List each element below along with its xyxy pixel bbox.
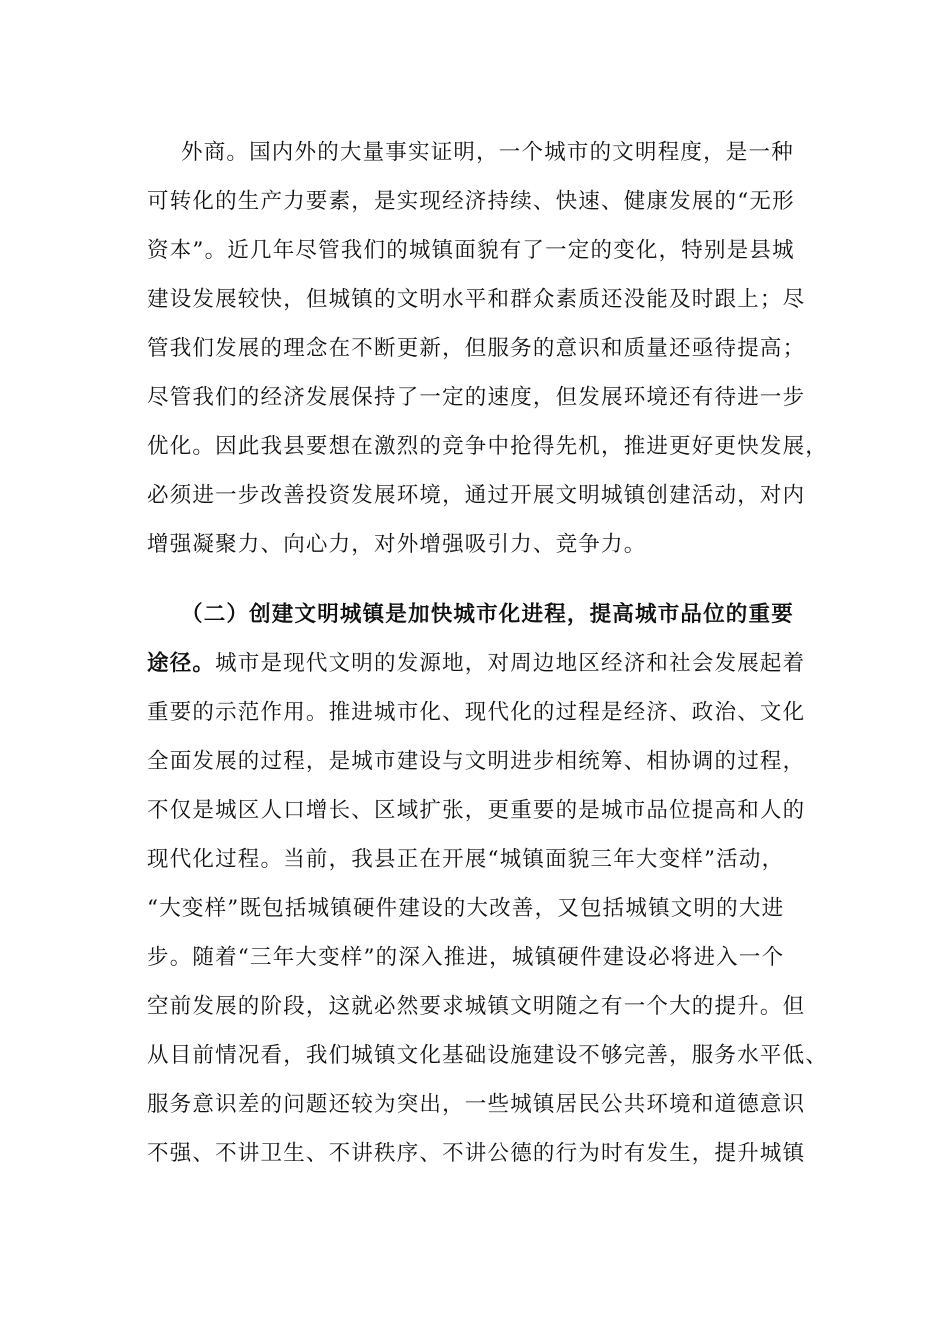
- paragraph-2-line-1-rest: 城市是现代文明的发源地，对周边地区经济和社会发展起着: [215, 651, 806, 676]
- paragraph-1-line-3: 资本”。近几年尽管我们的城镇面貌有了一定的变化，特别是县城: [147, 238, 795, 263]
- paragraph-2-line-2: 重要的示范作用。推进城市化、现代化的过程是经济、政治、文化: [147, 700, 806, 725]
- paragraph-1-line-8: 必须进一步改善投资发展环境，通过开展文明城镇创建活动，对内: [147, 483, 806, 508]
- paragraph-2-line-11: 不强、不讲卫生、不讲秩序、不讲公德的行为时有发生，提升城镇: [147, 1141, 806, 1166]
- paragraph-2-line-10: 服务意识差的问题还较为突出，一些城镇居民公共环境和道德意识: [147, 1092, 806, 1117]
- paragraph-2-line-6: “大变样”既包括城镇硬件建设的大改善，又包括城镇文明的大进: [147, 896, 785, 921]
- paragraph-1-line-4: 建设发展较快，但城镇的文明水平和群众素质还没能及时跟上；尽: [147, 287, 806, 312]
- paragraph-2-line-8: 空前发展的阶段，这就必然要求城镇文明随之有一个大的提升。但: [147, 994, 806, 1019]
- paragraph-2-line-1: [147, 639, 827, 688]
- paragraph-1-line-7: 优化。因此我县要想在激烈的竞争中抢得先机，推进更好更快发展，: [147, 434, 829, 459]
- paragraph-1-line-1: 外商。国内外的大量事实证明，一个城市的文明程度，是一种: [181, 140, 794, 165]
- paragraph-2-line-5: 现代化过程。当前，我县正在开展“城镇面貌三年大变样”活动，: [147, 847, 785, 872]
- paragraph-1-line-5: 管我们发展的理念在不断更新，但服务的意识和质量还亟待提高；: [147, 336, 806, 361]
- paragraph-2-line-9: 从目前情况看，我们城镇文化基础设施建设不够完善，服务水平低、: [147, 1043, 829, 1068]
- section-heading-line: （二）创建文明城镇是加快城市化进程，提高城市品位的重要: [181, 602, 794, 627]
- paragraph-2-line-3: 全面发展的过程，是城市建设与文明进步相统筹、相协调的过程，: [147, 749, 806, 774]
- paragraph-2-line-4: 不仅是城区人口增长、区域扩张，更重要的是城市品位提高和人的: [147, 798, 806, 823]
- paragraph-2-line-7: 步。随着“三年大变样”的深入推进，城镇硬件建设必将进入一个: [147, 945, 785, 970]
- section-heading-tail: 途径。: [147, 651, 216, 676]
- paragraph-1-line-2: 可转化的生产力要素，是实现经济持续、快速、健康发展的“无形: [147, 189, 795, 214]
- paragraph-1-line-9: 增强凝聚力、向心力，对外增强吸引力、竞争力。: [147, 532, 647, 557]
- paragraph-1-line-6: 尽管我们的经济发展保持了一定的速度，但发展环境还有待进一步: [147, 385, 806, 410]
